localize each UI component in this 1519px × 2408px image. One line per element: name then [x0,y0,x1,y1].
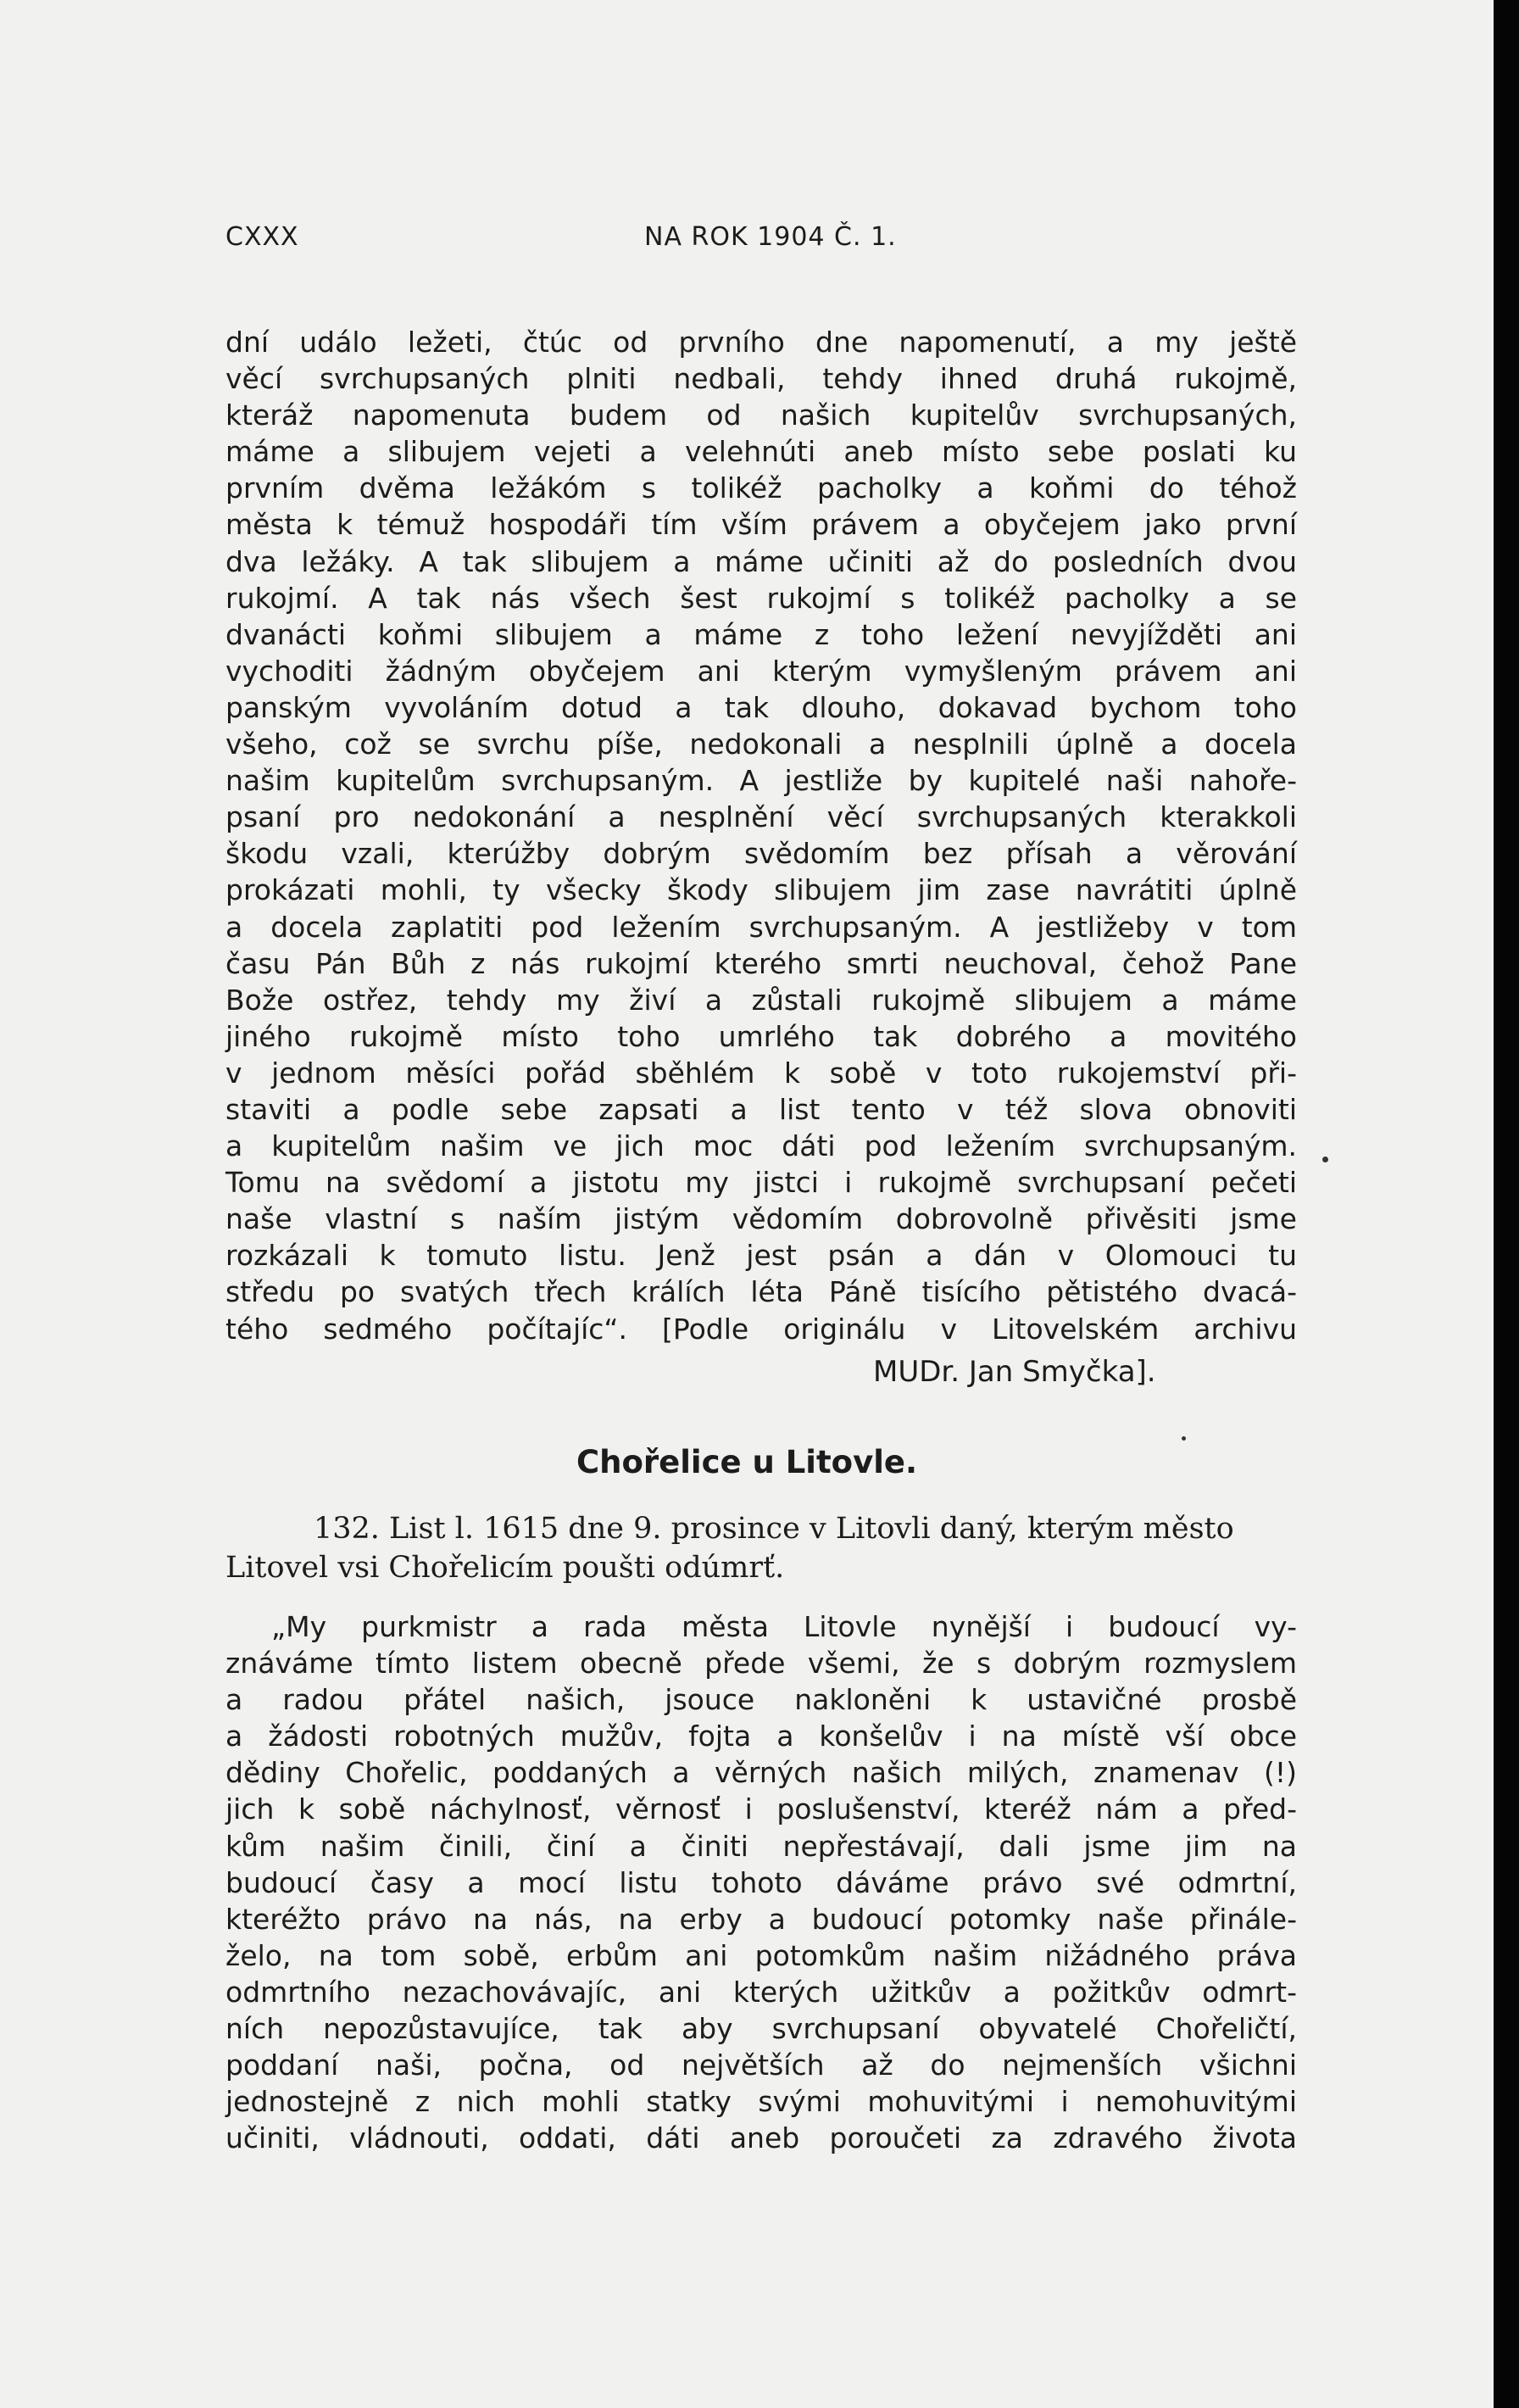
text-line: psaní pro nedokonání a nesplnění věcí svrchupsaných kterakkoli [225,800,1297,834]
text-line: času Pán Bůh z nás rukojmí kterého smrti neuchoval, čehož Pane [225,946,1297,980]
text-line: a docela zaplatiti pod ležením svrchupsaným. A jestližeby v tom [225,910,1297,944]
text-line: jiného rukojmě místo toho umrlého tak dobrého a movitého [225,1019,1297,1053]
text-line: a radou přátel našich, jsouce nakloněni k ustavičné prosbě [225,1683,1297,1717]
text-line: dědiny Chořelic, poddaných a věrných našich milých, znamenav (!) [225,1756,1297,1790]
text-line: Bože ostřez, tehdy my živí a zůstali rukojmě slibujem a máme [225,983,1297,1017]
text-line: středu po svatých třech králích léta Páně tisícího pětistého dvacá- [225,1275,1297,1309]
text-line: dvanácti koňmi slibujem a máme z toho ležení nevyjížděti ani [225,617,1297,651]
scan-border [1494,0,1519,2408]
running-title: NA ROK 1904 Č. 1. [644,222,897,252]
text-line: kteráž napomenuta budem od našich kupitelův svrchupsaných, [225,399,1297,432]
text-line: rozkázali k tomuto listu. Jenž jest psán a dán v Olomouci tu [225,1239,1297,1273]
ink-speck [1322,1157,1328,1162]
editor-signature: MUDr. Jan Smyčka]. [873,1355,1156,1389]
text-line: tého sedmého počítajíc“. [Podle originálu v Litovelském archivu [225,1312,1297,1346]
text-line: prvním dvěma ležákóm s tolikéž pacholky a koňmi do téhož [225,471,1297,505]
text-line: odmrtního nezachovávajíc, ani kterých užitkův a požitkův odmrt- [225,1975,1297,2009]
text-line: „My purkmistr a rada města Litovle nynější i budoucí vy- [271,1610,1297,1643]
charter-text [225,1608,1297,2156]
text-line: kteréžto právo na nás, na erby a budoucí potomky naše přinále- [225,1902,1297,1936]
text-line: města k témuž hospodáři tím vším právem a obyčejem jako první [225,508,1297,542]
ink-speck [1182,1436,1186,1441]
text-line: v jednom měsíci pořád sběhlém k sobě v toto rukojemství při- [225,1056,1297,1090]
text-line: naše vlastní s naším jistým vědomím dobrovolně přivěsiti jsme [225,1202,1297,1236]
text-line: věcí svrchupsaných plniti nedbali, tehdy ihned druhá rukojmě, [225,362,1297,396]
heading-line: Litovel vsi Chořelicím poušti odúmrť. [225,1551,785,1585]
letter-text-continued [225,324,1297,1347]
text-line: vychoditi žádným obyčejem ani kterým vymyšleným právem ani [225,654,1297,688]
text-line: Tomu na svědomí a jistotu my jistci i rukojmě svrchupsaní pečeti [225,1166,1297,1200]
text-line: panským vyvoláním dotud a tak dlouho, dokavad bychom toho [225,690,1297,724]
text-line: všeho, což se svrchu píše, nedokonali a nesplnili úplně a docela [225,727,1297,761]
text-line: staviti a podle sebe zapsati a list tento v též slova obnoviti [225,1092,1297,1126]
text-line: škodu vzali, kterúžby dobrým svědomím bez přísah a věrování [225,837,1297,871]
text-line: jich k sobě náchylnosť, věrnosť i poslušenství, kteréž nám a před- [225,1792,1297,1826]
text-line: znáváme tímto listem obecně přede všemi, že s dobrým rozmyslem [225,1647,1297,1681]
text-line: poddaní naši, počna, od největších až do nejmenších všichni [225,2048,1297,2082]
text-line: ních nepozůstavujíce, tak aby svrchupsaní obyvatelé Chořeličtí, [225,2012,1297,2046]
text-line: dní událo ležeti, čtúc od prvního dne napomenutí, a my ještě [225,326,1297,359]
folio-number: CXXX [225,222,299,252]
text-line: a žádosti robotných mužův, fojta a konšelův i na místě vší obce [225,1720,1297,1753]
text-line: budoucí časy a mocí listu tohoto dáváme právo své odmrtní, [225,1865,1297,1899]
text-line: máme a slibujem vejeti a velehnúti aneb místo sebe poslati ku [225,435,1297,469]
document-heading [225,1509,1297,1587]
text-line: želo, na tom sobě, erbům ani potomkům našim nižádného práva [225,1938,1297,1972]
text-line: a kupitelům našim ve jich moc dáti pod ležením svrchupsaným. [225,1129,1297,1163]
text-line: rukojmí. A tak nás všech šest rukojmí s tolikéž pacholky a se [225,581,1297,615]
text-line: našim kupitelům svrchupsaným. A jestliže by kupitelé naši nahoře- [225,764,1297,798]
text-line: dva ležáky. A tak slibujem a máme učiniti až do posledních dvou [225,544,1297,578]
heading-line: 132. List l. 1615 dne 9. prosince v Litovli daný, kterým město [314,1512,1234,1546]
text-line: učiniti, vládnouti, oddati, dáti aneb poroučeti za zdravého života [225,2121,1297,2155]
text-line: kům našim činili, činí a činiti nepřestávají, dali jsme jim na [225,1829,1297,1863]
text-line: jednostejně z nich mohli statky svými mohuvitými i nemohuvitými [225,2085,1297,2119]
section-title: Chořelice u Litovle. [576,1444,918,1480]
text-line: prokázati mohli, ty všecky škody slibujem jim zase navrátiti úplně [225,873,1297,907]
page-header [225,222,1319,265]
